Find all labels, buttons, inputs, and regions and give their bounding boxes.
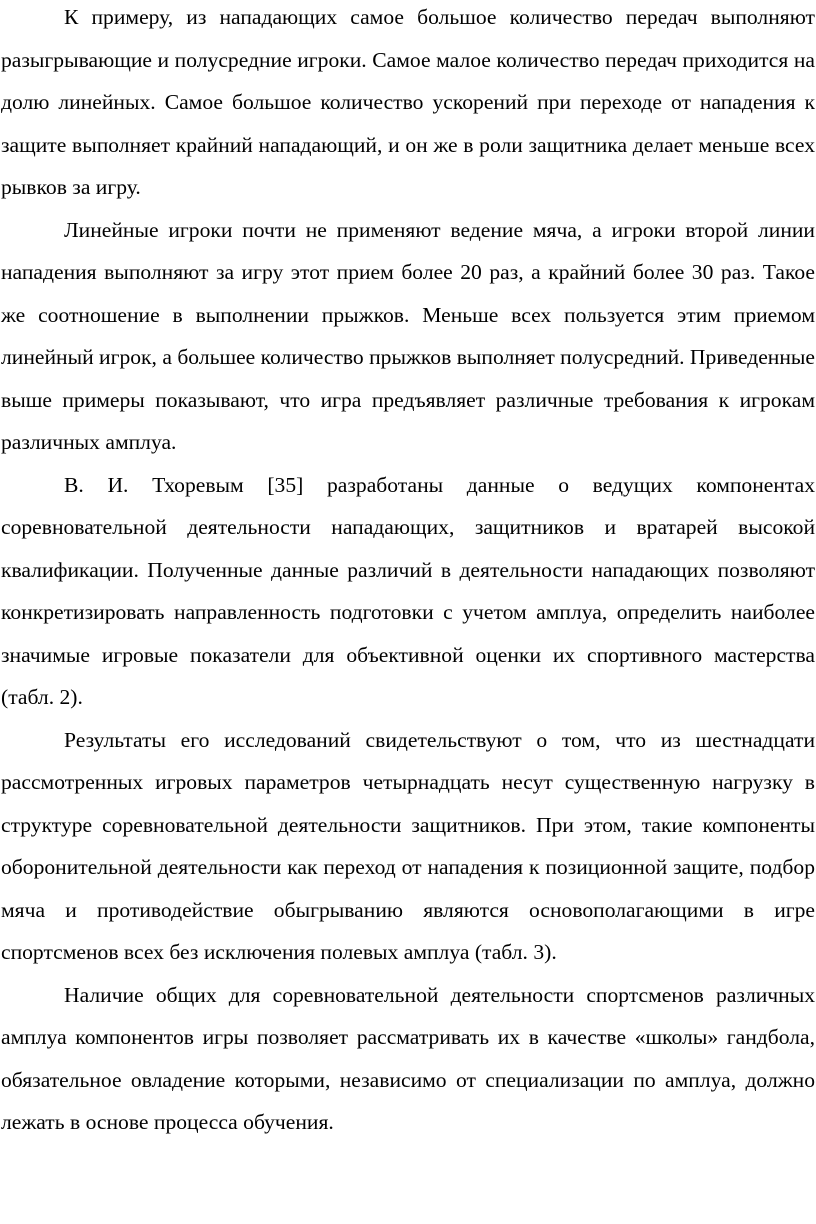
paragraph-passes-by-role: К примеру, из нападающих самое большое количество передач выполняют разыгрывающие и полусредние игроки. Самое малое количество передач приходится на долю линейных. Самое большое количество ускорений при переходе от нападения к защите выполняет крайний нападающий, и он же в роли защитника делает меньше всех рывков за игру. [1, 5, 815, 199]
paragraph-defender-parameters: Результаты его исследований свидетельствуют о том, что из шестнадцати рассмотренных игровых параметров четырнадцать несут существенную нагрузку в структуре соревновательной деятельности защитников. При этом, такие компоненты оборонительной деятельности как переход от нападения к позиционной защите, подбор мяча и противодействие обыгрыванию являются основополагающими в игре спортсменов всех без исключения полевых амплуа (табл. 3). [1, 727, 815, 964]
paragraph-tkhorev-study: В. И. Тхоревым [35] разработаны данные о ведущих компонентах соревновательной деятельности нападающих, защитников и вратарей высокой квалификации. Полученные данные различий в деятельности нападающих позволяют конкретизировать направленность подготовки с учетом амплуа, определить наиболее значимые игровые показатели для объективной оценки их спортивного мастерства (табл. 2). [1, 472, 815, 709]
paragraph-handball-school: Наличие общих для соревновательной деятельности спортсменов различных амплуа компонентов игры позволяет рассматривать их в качестве «школы» гандбола, обязательное овладение которыми, независимо от специализации по амплуа, должно лежать в основе процесса обучения. [1, 982, 815, 1134]
paragraph-dribbling-and-jumps: Линейные игроки почти не применяют ведение мяча, а игроки второй линии нападения выполняют за игру этот прием более 20 раз, а крайний более 30 раз. Такое же соотношение в выполнении прыжков. Меньше всех пользуется этим приемом линейный игрок, а большее количество прыжков выполняет полусредний. Приведенные выше примеры показывают, что игра предъявляет различные требования к игрокам различных амплуа. [1, 217, 816, 454]
document-body [1, 0, 815, 1144]
